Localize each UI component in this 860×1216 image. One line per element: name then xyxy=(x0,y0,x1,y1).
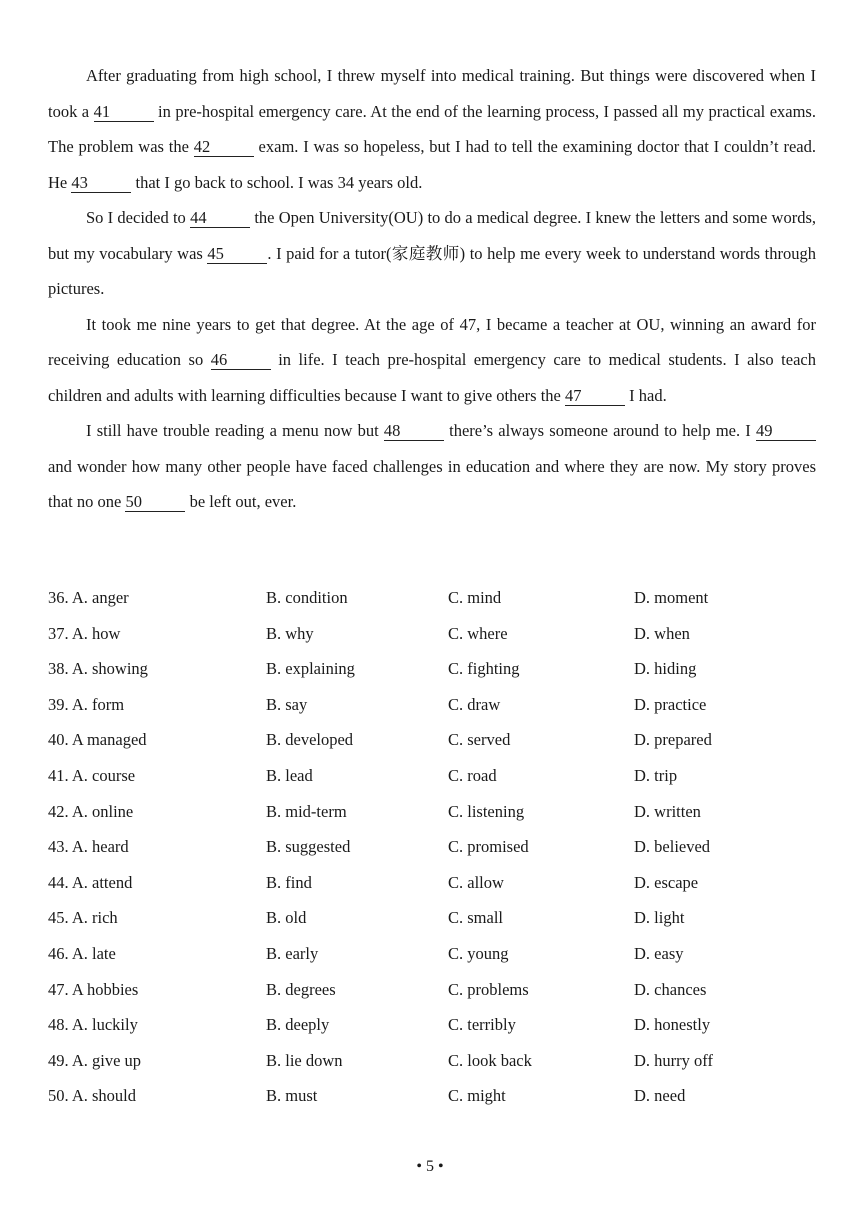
option-d: D. honestly xyxy=(634,1015,711,1035)
question-row xyxy=(48,730,828,766)
passage-text: and wonder how many other people have faced challenges in education and where they are now. My story proves that no one xyxy=(48,456,816,511)
blank-46: 46 xyxy=(211,351,271,370)
blank-44: 44 xyxy=(190,209,250,228)
option-a: 43. A. heard xyxy=(48,837,129,857)
passage-text: It took me nine years to get that degree. At the age of 47, I became a teacher at OU, winning an award for receiving education so xyxy=(48,314,816,369)
option-b: B. say xyxy=(266,694,308,714)
option-a: 39. A. form xyxy=(48,694,125,714)
option-d: D. when xyxy=(634,623,690,643)
option-d: D. chances xyxy=(634,979,707,999)
question-row xyxy=(48,1051,828,1087)
question-row xyxy=(48,980,828,1016)
option-a: 42. A. online xyxy=(48,801,134,821)
blank-45: 45 xyxy=(207,245,267,264)
option-a: 44. A. attend xyxy=(48,872,133,892)
question-row xyxy=(48,837,828,873)
passage-text: in life. I teach pre-hospital emergency care to medical students. I also teach children and adults with learning difficulties because I want to give others the xyxy=(48,350,816,405)
option-a: 46. A. late xyxy=(48,943,116,963)
blank-48: 48 xyxy=(384,422,444,441)
option-c: C. fighting xyxy=(448,659,520,679)
option-c: C. promised xyxy=(448,837,529,857)
option-d: D. need xyxy=(634,1086,686,1106)
option-b: B. suggested xyxy=(266,837,351,857)
option-b: B. find xyxy=(266,872,312,892)
passage-paragraph xyxy=(48,200,816,307)
blank-43: 43 xyxy=(71,174,131,193)
passage-text: So I decided to xyxy=(86,208,191,227)
question-row xyxy=(48,1086,828,1122)
option-b: B. condition xyxy=(266,588,348,607)
option-c: C. road xyxy=(448,765,497,785)
passage-text: I had. xyxy=(625,385,667,405)
option-a: 36. A. anger xyxy=(48,588,129,607)
passage-paragraph xyxy=(48,58,816,200)
question-row xyxy=(48,624,828,660)
option-d: D. moment xyxy=(634,588,709,607)
option-c: C. terribly xyxy=(448,1015,516,1035)
passage-text: exam. I was so hopeless, but I had to tell the examining doctor that I couldn’t read. He xyxy=(48,137,816,192)
answer-options xyxy=(48,588,828,1122)
option-d: D. escape xyxy=(634,872,699,892)
option-d: D. easy xyxy=(634,943,684,963)
page-number: • 5 • xyxy=(416,1158,444,1175)
option-b: B. lie down xyxy=(266,1050,343,1070)
question-row xyxy=(48,695,828,731)
option-d: D. hurry off xyxy=(634,1050,713,1070)
option-d: D. prepared xyxy=(634,730,712,750)
option-d: D. believed xyxy=(634,837,711,857)
passage-paragraph xyxy=(48,413,816,520)
option-c: C. allow xyxy=(448,872,504,892)
option-c: C. young xyxy=(448,943,509,963)
blank-42: 42 xyxy=(194,138,254,157)
option-c: C. mind xyxy=(448,588,502,607)
blank-49: 49 xyxy=(756,422,816,441)
option-a: 49. A. give up xyxy=(48,1050,142,1070)
blank-50: 50 xyxy=(125,493,185,512)
option-a: 38. A. showing xyxy=(48,659,148,679)
option-b: B. deeply xyxy=(266,1015,330,1035)
option-d: D. written xyxy=(634,801,701,821)
question-row xyxy=(48,908,828,944)
option-c: C. served xyxy=(448,730,511,750)
option-c: C. where xyxy=(448,623,508,643)
passage-text: . I paid for a tutor(家庭教师) to help me every week to understand words through pictures. xyxy=(48,243,816,298)
passage-text: After graduating from high school, I threw myself into medical training. But things were discovered when I took a xyxy=(48,66,816,121)
passage-text: I still have trouble reading a menu now but xyxy=(86,421,384,440)
option-d: D. trip xyxy=(634,765,678,785)
blank-47: 47 xyxy=(565,387,625,406)
passage-text: that I go back to school. I was 34 years old. xyxy=(131,172,423,192)
option-b: B. why xyxy=(266,623,314,643)
question-row xyxy=(48,873,828,909)
option-a: 41. A. course xyxy=(48,765,136,785)
option-b: B. early xyxy=(266,943,319,963)
option-c: C. draw xyxy=(448,694,501,714)
option-b: B. must xyxy=(266,1086,318,1106)
passage-text: in pre-hospital emergency care. At the end of the learning process, I passed all my practical exams. The problem was the xyxy=(48,101,816,156)
passage-paragraph xyxy=(48,307,816,414)
option-c: C. look back xyxy=(448,1050,532,1070)
question-row xyxy=(48,588,828,624)
option-d: D. hiding xyxy=(634,659,697,679)
option-a: 50. A. should xyxy=(48,1086,137,1106)
option-a: 40. A managed xyxy=(48,730,147,750)
option-d: D. light xyxy=(634,908,685,928)
option-b: B. old xyxy=(266,908,307,928)
cloze-passage xyxy=(48,58,816,520)
question-row xyxy=(48,659,828,695)
option-b: B. explaining xyxy=(266,659,355,679)
passage-text: be left out, ever. xyxy=(185,492,297,511)
blank-41: 41 xyxy=(94,103,154,122)
option-a: 37. A. how xyxy=(48,623,121,643)
option-a: 45. A. rich xyxy=(48,908,118,928)
option-a: 47. A hobbies xyxy=(48,979,139,999)
question-row xyxy=(48,802,828,838)
option-b: B. lead xyxy=(266,765,313,785)
option-b: B. developed xyxy=(266,730,354,750)
question-row xyxy=(48,766,828,802)
option-c: C. problems xyxy=(448,979,529,999)
passage-text: there’s always someone around to help me. I xyxy=(443,421,757,440)
option-c: C. might xyxy=(448,1086,506,1106)
option-b: B. mid-term xyxy=(266,801,347,821)
option-c: C. listening xyxy=(448,801,525,821)
option-c: C. small xyxy=(448,908,504,928)
passage-text: the Open University(OU) to do a medical degree. I knew the letters and some words, but my vocabulary was xyxy=(48,208,817,263)
question-row xyxy=(48,1015,828,1051)
option-d: D. practice xyxy=(634,694,707,714)
option-a: 48. A. luckily xyxy=(48,1015,138,1035)
question-row xyxy=(48,944,828,980)
option-b: B. degrees xyxy=(266,979,336,999)
